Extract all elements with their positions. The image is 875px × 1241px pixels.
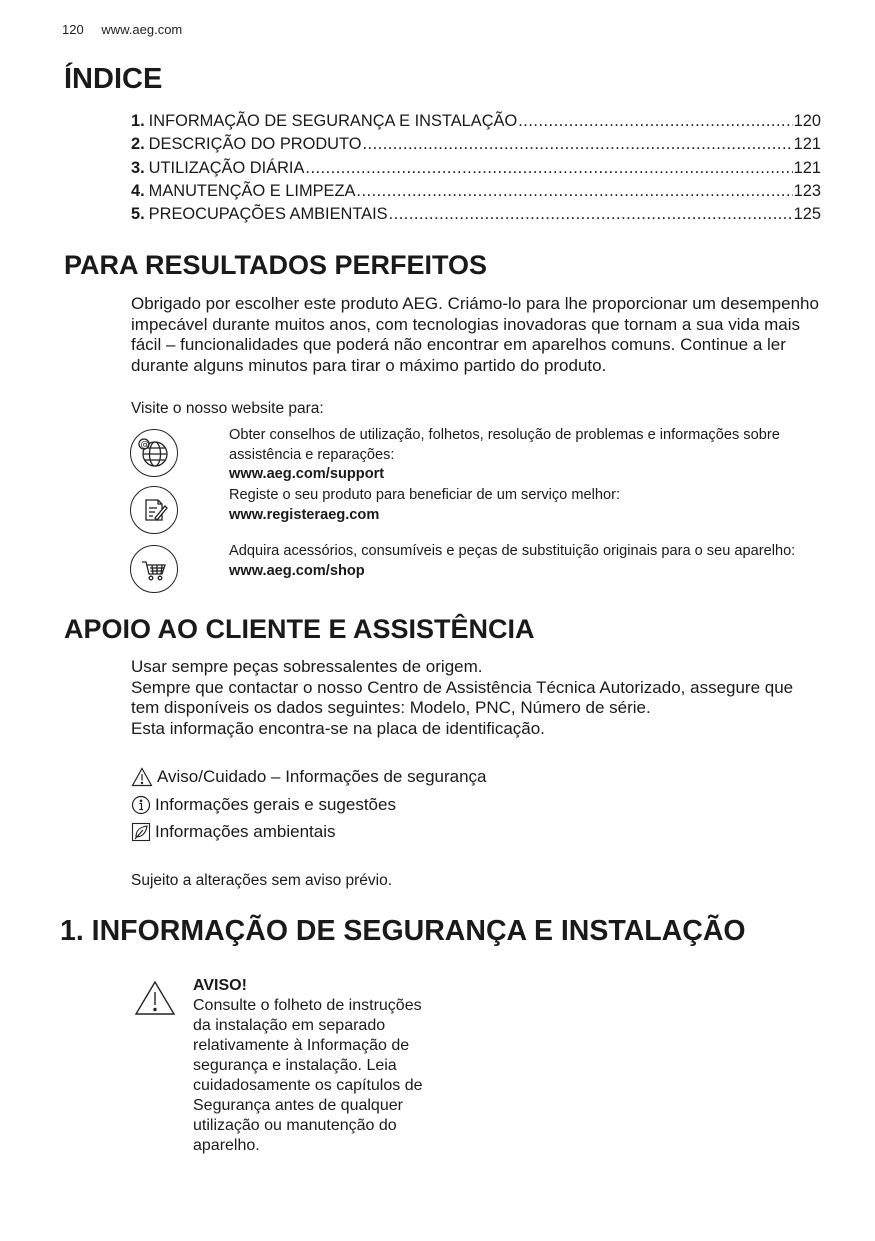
toc-leader	[356, 180, 792, 203]
warning-text: Consulte o folheto de instruções da instalação em separado relativamente à Informação de segurança e instalação. Leia cuidadosamente os capítulos de Segurança antes de qualquer utilização ou manutenção do aparelho.	[193, 997, 423, 1154]
warning-triangle-icon	[134, 980, 176, 1016]
perfect-results-title: PARA RESULTADOS PERFEITOS	[64, 250, 488, 280]
toc-item-number: 1.	[131, 112, 145, 130]
table-of-contents	[131, 110, 821, 226]
support-line-2: Sempre que contactar o nosso Centro de Assistência Técnica Autorizado, assegure que tem disponíveis os dados seguintes: Modelo, PNC, Número de série.	[131, 677, 794, 717]
globe-at-icon	[130, 429, 178, 477]
toc-item-number: 4.	[131, 181, 145, 200]
toc-item-page: 123	[793, 181, 821, 200]
website-link[interactable]: www.aeg.com	[101, 22, 183, 37]
page-header	[62, 22, 182, 37]
toc-item-number: 2.	[131, 135, 145, 154]
toc-item-number: 5.	[131, 205, 145, 224]
toc-item-label: PREOCUPAÇÕES AMBIENTAIS	[148, 205, 388, 224]
register-url[interactable]: www.registeraeg.com	[229, 506, 380, 523]
support-text	[131, 657, 821, 739]
toc-item-label: UTILIZAÇÃO DIÁRIA	[148, 158, 305, 177]
svg-text:@: @	[140, 440, 150, 450]
toc-leader	[389, 203, 793, 226]
toc-item-page: 120	[793, 112, 821, 130]
warning-title: AVISO!	[193, 977, 247, 994]
disclaimer: Sujeito a alterações sem aviso prévio.	[131, 872, 393, 889]
support-title: APOIO AO CLIENTE E ASSISTÊNCIA	[64, 614, 535, 644]
toc-item-page: 125	[793, 205, 821, 224]
safety-section-title: 1. INFORMAÇÃO DE SEGURANÇA E INSTALAÇÃO	[60, 915, 746, 947]
toc-item-label: DESCRIÇÃO DO PRODUTO	[148, 135, 362, 154]
visit-text: Visite o nosso website para:	[131, 400, 324, 417]
support-url[interactable]: www.aeg.com/support	[229, 466, 385, 482]
support-link-block	[229, 426, 819, 485]
toc-leader	[518, 110, 792, 133]
shopping-cart-icon	[130, 545, 178, 593]
legend-warning-text: Aviso/Cuidado – Informações de segurança	[157, 767, 487, 786]
support-line-3: Esta informação encontra-se na placa de identificação.	[131, 718, 545, 738]
legend-info-text: Informações gerais e sugestões	[155, 795, 396, 814]
index-title: ÍNDICE	[64, 63, 163, 95]
legend-environment	[131, 822, 335, 842]
shop-url[interactable]: www.aeg.com/shop	[229, 562, 365, 579]
support-line-1: Usar sempre peças sobressalentes de origem.	[131, 657, 483, 676]
toc-leader	[305, 157, 792, 180]
toc-item[interactable]	[131, 203, 821, 226]
legend-environment-text: Informações ambientais	[155, 822, 336, 841]
legend-info	[131, 795, 396, 815]
shop-link-text: Adquira acessórios, consumíveis e peças de substituição originais para o seu aparelho:	[229, 543, 796, 559]
info-icon	[131, 795, 151, 815]
leaf-icon	[131, 822, 151, 842]
warning-block	[193, 976, 433, 1156]
toc-leader	[362, 133, 792, 156]
register-link-text: Registe o seu produto para beneficiar de um serviço melhor:	[229, 487, 620, 503]
shop-link-block	[229, 542, 819, 581]
page-number: 120	[62, 22, 84, 37]
support-link-text: Obter conselhos de utilização, folhetos, resolução de problemas e informações sobre assistência e reparações:	[229, 427, 780, 463]
toc-item[interactable]	[131, 110, 821, 133]
legend-warning	[131, 767, 487, 787]
intro-paragraph: Obrigado por escolher este produto AEG. Criámo-lo para lhe proporcionar um desempenho impecável durante muitos anos, com tecnologias inovadoras que tornam a sua vida mais fácil – funcionalidades que poderá não encontrar em aparelhos comuns. Continue a ler durante alguns minutos para tirar o máximo partido do produto.	[131, 294, 819, 375]
toc-item-page: 121	[793, 135, 821, 154]
toc-item-number: 3.	[131, 158, 145, 177]
toc-item-page: 121	[793, 158, 821, 177]
toc-item-label: INFORMAÇÃO DE SEGURANÇA E INSTALAÇÃO	[148, 112, 518, 130]
toc-item[interactable]	[131, 180, 821, 203]
register-link-block	[229, 486, 819, 525]
toc-item[interactable]	[131, 157, 821, 180]
warning-triangle-icon	[131, 767, 153, 787]
registration-form-icon	[130, 486, 178, 534]
toc-item[interactable]	[131, 133, 821, 156]
toc-item-label: MANUTENÇÃO E LIMPEZA	[148, 181, 356, 200]
